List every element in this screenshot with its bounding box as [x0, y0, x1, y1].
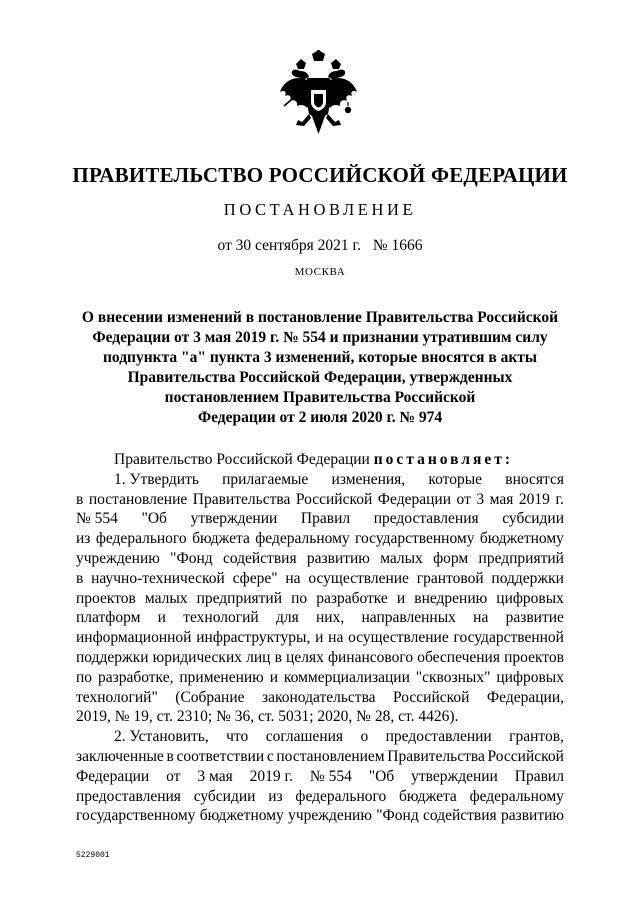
body-word: технологий" — [76, 688, 158, 706]
body-word: малых — [144, 589, 188, 607]
body-word: цифровых — [496, 589, 564, 607]
body-word: применению — [179, 668, 264, 686]
body-word: государственной — [453, 629, 564, 647]
body-word: информационной — [76, 629, 192, 647]
body-word: на — [473, 609, 489, 627]
body-word: 3 — [476, 490, 485, 508]
body-line — [76, 569, 564, 589]
body-word: Российской — [393, 688, 470, 706]
body-line — [76, 608, 564, 628]
body-word: предоставлении — [385, 728, 492, 746]
body-line — [76, 787, 564, 807]
body-word: цифровых — [496, 668, 564, 686]
body-word: что — [226, 728, 249, 746]
decree-date: от 30 сентября 2021 г. — [217, 237, 361, 254]
body-word: сфере" — [232, 569, 278, 587]
decree-body — [76, 450, 564, 826]
body-line — [76, 806, 564, 826]
body-word: утверждении — [190, 510, 278, 528]
body-word: 3 мая — [197, 767, 233, 785]
title-line: подпункта "а" пункта 3 изменений, которые вносятся в акты — [102, 349, 537, 366]
body-line — [76, 747, 564, 767]
body-word: и — [315, 629, 324, 647]
date-line — [0, 237, 640, 255]
government-heading: ПРАВИТЕЛЬСТВО РОССИЙСКОЙ ФЕДЕРАЦИИ — [72, 163, 568, 187]
body-word: для — [275, 609, 299, 627]
body-line — [76, 509, 564, 529]
body-word: постановление — [88, 490, 188, 508]
body-word: предоставления — [76, 787, 181, 805]
body-line — [76, 707, 564, 727]
body-word: государственному — [355, 530, 475, 548]
body-word: 2019 — [518, 490, 550, 508]
body-word: Российской — [487, 747, 564, 765]
body-word: по — [76, 668, 93, 686]
body-word: развитию — [306, 549, 370, 567]
body-word: содействия — [423, 807, 497, 825]
city: МОСКВА — [294, 266, 346, 278]
decree-title — [76, 308, 564, 428]
body-word: бюджетному — [199, 807, 284, 825]
body-word: в — [76, 569, 84, 587]
body-word: на — [285, 569, 301, 587]
body-word: которые — [428, 470, 483, 488]
body-word: развитие — [505, 609, 564, 627]
coat-of-arms-emblem — [276, 50, 361, 140]
title-line: Правительства Российской Федерации, утвержденных — [127, 369, 513, 386]
body-word: соглашения — [265, 728, 344, 746]
body-word: проектов — [504, 648, 564, 666]
title-line: постановлением Правительства Российской — [164, 389, 476, 406]
body-word: разработке, — [97, 668, 174, 686]
body-word: № 554 — [309, 767, 352, 785]
body-word: по — [291, 589, 308, 607]
body-word: содействия — [222, 549, 297, 567]
body-word: разработке — [316, 589, 388, 607]
body-word: "сквозных" — [415, 668, 491, 686]
body-line — [76, 529, 564, 549]
body-word: вносятся — [505, 470, 564, 488]
body-word: мая — [489, 490, 514, 508]
body-line — [76, 727, 564, 747]
body-word: в — [166, 747, 174, 765]
body-word: поддержки — [491, 569, 564, 587]
body-word: федерального — [295, 787, 387, 805]
body-word: коммерциализации — [283, 668, 410, 686]
preamble-spaced-word: постановляет: — [373, 451, 514, 468]
body-word: 2019, № 19, ст. 2310; № 36, ст. 5031; 2020, № 28, ст. 4426). — [76, 708, 459, 726]
body-word: учреждению — [76, 549, 160, 567]
body-line — [76, 628, 564, 648]
body-word: бюджета — [192, 530, 250, 548]
body-line — [76, 668, 564, 688]
title-line: Федерации от 2 июля 2020 г. № 974 — [197, 409, 443, 426]
body-word: грантовой — [416, 569, 484, 587]
body-word: Федерации, — [486, 688, 564, 706]
body-word: бюджетному — [479, 530, 564, 548]
body-line — [76, 688, 564, 708]
body-word: (Собрание — [175, 688, 245, 706]
body-word: осуществление — [348, 629, 449, 647]
body-word: заключенные — [76, 747, 164, 765]
body-word: финансового — [327, 648, 414, 666]
body-word: из — [268, 787, 283, 805]
body-word: г. — [555, 490, 564, 508]
body-word: и — [157, 609, 166, 627]
body-word: предоставления — [373, 510, 479, 528]
body-line — [76, 648, 564, 668]
body-word: бюджета — [399, 787, 457, 805]
body-line — [76, 549, 564, 569]
body-word: Правил — [514, 767, 564, 785]
body-word: 2019 г. — [249, 767, 293, 785]
body-word: в — [76, 490, 84, 508]
body-word: "Фонд — [376, 807, 419, 825]
body-word: изменения, — [331, 470, 406, 488]
body-word: малых — [380, 549, 423, 567]
body-word: законодательства — [262, 688, 376, 706]
body-line — [76, 767, 564, 787]
body-word: субсидии — [502, 510, 564, 528]
title-line: О внесении изменений в постановление Правительства Российской — [81, 309, 559, 326]
body-word: постановлением — [276, 747, 385, 765]
body-word: них, — [316, 609, 345, 627]
decree-number: № 1666 — [372, 237, 423, 254]
body-word: грантов, — [509, 728, 564, 746]
body-word: внедрению — [414, 589, 488, 607]
body-word: и — [269, 668, 278, 686]
body-word: с — [266, 747, 274, 765]
body-word: 1. Утвердить — [114, 470, 199, 488]
body-word: государственному — [76, 807, 196, 825]
body-word: соответствии — [176, 747, 265, 765]
body-word: прилагаемые — [222, 470, 309, 488]
body-word: федеральному — [255, 530, 350, 548]
body-word: от — [166, 767, 181, 785]
body-word: Правительства — [192, 490, 291, 508]
body-word: юридических — [152, 648, 242, 666]
body-word: федеральному — [469, 787, 564, 805]
body-word: Российской — [295, 490, 373, 508]
body-word: утверждении — [411, 767, 498, 785]
body-word: Федерации — [76, 767, 150, 785]
body-word: учреждению — [288, 807, 372, 825]
body-word: Правительства — [387, 747, 485, 765]
body-word: в — [274, 648, 282, 666]
body-word: "Фонд — [170, 549, 213, 567]
body-word: поддержки — [76, 648, 149, 666]
document-type: ПОСТАНОВЛЕНИЕ — [223, 200, 417, 219]
body-word: обеспечения — [417, 648, 500, 666]
body-word: Правил — [300, 510, 351, 528]
body-word: платформ — [76, 609, 141, 627]
body-word: предприятий — [196, 589, 283, 607]
body-word: технологий — [183, 609, 259, 627]
preamble-text: Правительство Российской Федерации — [114, 451, 374, 468]
body-word: "Об — [368, 767, 395, 785]
body-line — [76, 490, 564, 510]
body-word: целях — [286, 648, 324, 666]
body-word: форм — [433, 549, 469, 567]
body-word: от — [456, 490, 471, 508]
body-word: инфраструктуры, — [196, 629, 311, 647]
body-word: "Об — [141, 510, 167, 528]
body-word: федерального — [95, 530, 187, 548]
body-word: осуществление — [308, 569, 409, 587]
preamble — [76, 450, 564, 470]
body-word: 2. Установить, — [114, 728, 209, 746]
body-word: субсидии — [193, 787, 256, 805]
body-word: № 554 — [76, 510, 118, 528]
body-word: и — [396, 589, 406, 607]
body-word: на — [328, 629, 344, 647]
body-word: развитию — [500, 807, 564, 825]
body-word: лиц — [246, 648, 271, 666]
body-word: научно-технической — [91, 569, 225, 587]
body-line — [76, 470, 564, 490]
body-word: предприятий — [478, 549, 564, 567]
body-line — [76, 589, 564, 609]
body-word: проектов — [76, 589, 136, 607]
title-line: Федерации от 3 мая 2019 г. № 554 и признании утратившим силу — [92, 329, 548, 346]
body-word: направленных — [361, 609, 456, 627]
document-id: 5229001 — [76, 851, 110, 860]
body-word: Федерации — [377, 490, 451, 508]
body-word: из — [76, 530, 91, 548]
body-word: о — [360, 728, 369, 746]
